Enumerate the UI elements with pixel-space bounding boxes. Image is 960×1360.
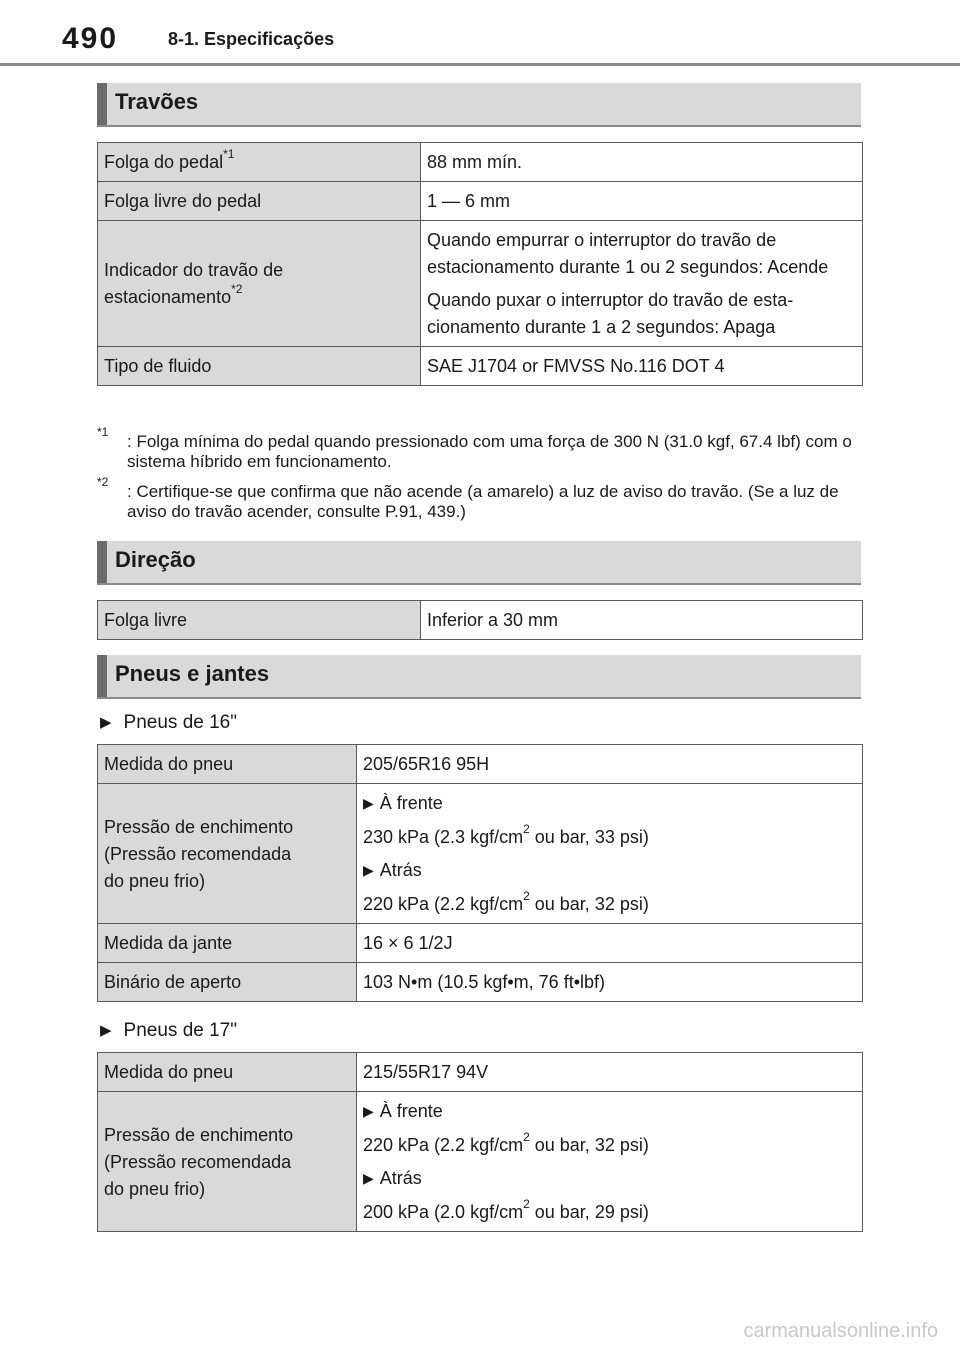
spec-value-paragraph: Quando puxar o interruptor do travão de esta-cionamento durante 1 a 2 segundos: Apaga bbox=[427, 290, 794, 337]
spec-key: Binário de aperto bbox=[98, 963, 357, 1002]
spec-value: Inferior a 30 mm bbox=[421, 601, 863, 640]
footnotes bbox=[97, 425, 867, 532]
section-title: Travões bbox=[115, 89, 199, 114]
spec-value: 205/65R16 95H bbox=[357, 745, 863, 784]
rear-label: Atrás bbox=[379, 860, 422, 880]
chapter-title: 8-1. Especificações bbox=[168, 29, 335, 49]
spec-value bbox=[357, 1092, 863, 1232]
rear-pressure: 200 kPa (2.0 kgf/cm bbox=[363, 1202, 524, 1222]
superscript: 2 bbox=[523, 889, 530, 903]
spec-key: Medida do pneu bbox=[98, 745, 357, 784]
spec-value: 215/55R17 94V bbox=[357, 1053, 863, 1092]
subheading-17 bbox=[100, 1020, 237, 1042]
superscript: 2 bbox=[523, 1197, 530, 1211]
triangle-right-icon: ▶ bbox=[363, 1170, 374, 1186]
spec-value bbox=[357, 784, 863, 924]
table-row bbox=[98, 745, 863, 784]
triangle-right-icon: ▶ bbox=[363, 795, 374, 811]
footnote-ref: *2 bbox=[231, 282, 243, 296]
section-bar bbox=[97, 83, 107, 125]
spec-key-text: (Pressão recomendada bbox=[104, 1151, 292, 1172]
spec-key-text: (Pressão recomendada bbox=[104, 843, 292, 864]
front-pressure: 230 kPa (2.3 kgf/cm bbox=[363, 827, 524, 847]
tires-17-table bbox=[97, 1052, 863, 1232]
spec-key-text: estacionamento bbox=[104, 287, 232, 307]
spec-value: 1 — 6 mm bbox=[421, 182, 863, 221]
rear-pressure-tail: ou bar, 32 psi) bbox=[529, 894, 649, 914]
steering-table bbox=[97, 600, 863, 640]
spec-key bbox=[98, 784, 357, 924]
table-row bbox=[98, 601, 863, 640]
section-bar bbox=[97, 655, 107, 697]
watermark: carmanualsonline.info bbox=[743, 1320, 938, 1342]
front-pressure-tail: ou bar, 32 psi) bbox=[529, 1135, 649, 1155]
spec-value: 16 × 6 1/2J bbox=[357, 924, 863, 963]
table-row bbox=[98, 347, 863, 386]
triangle-right-icon: ▶ bbox=[100, 714, 112, 731]
table-row bbox=[98, 221, 863, 347]
page-number: 490 bbox=[62, 22, 119, 55]
table-row bbox=[98, 143, 863, 182]
table-row bbox=[98, 963, 863, 1002]
table-row bbox=[98, 784, 863, 924]
spec-key: Medida do pneu bbox=[98, 1053, 357, 1092]
triangle-right-icon: ▶ bbox=[100, 1022, 112, 1039]
table-row bbox=[98, 1092, 863, 1232]
subheading-16 bbox=[100, 712, 237, 734]
triangle-right-icon: ▶ bbox=[363, 1103, 374, 1119]
header-rule bbox=[0, 63, 960, 66]
rear-pressure: 220 kPa (2.2 kgf/cm bbox=[363, 894, 524, 914]
spec-key bbox=[98, 143, 421, 182]
rear-pressure-tail: ou bar, 29 psi) bbox=[529, 1202, 649, 1222]
section-heading-brakes bbox=[97, 83, 861, 127]
table-row bbox=[98, 924, 863, 963]
spec-key bbox=[98, 221, 421, 347]
footnote-text: : Certifique-se que confirma que não acende (a amarelo) a luz de aviso do travão. (Se a luz de aviso do travão acender, consulte P.91, 439.) bbox=[127, 482, 839, 521]
spec-value: 103 N•m (10.5 kgf•m, 76 ft•lbf) bbox=[357, 963, 863, 1002]
section-heading-tires bbox=[97, 655, 861, 699]
spec-key-text: Pressão de enchimento bbox=[104, 1124, 294, 1145]
front-label: À frente bbox=[379, 1101, 443, 1121]
spec-key: Tipo de fluido bbox=[98, 347, 421, 386]
rear-label: Atrás bbox=[379, 1168, 422, 1188]
section-heading-steering bbox=[97, 541, 861, 585]
tires-16-table bbox=[97, 744, 863, 1002]
triangle-right-icon: ▶ bbox=[363, 862, 374, 878]
table-row bbox=[98, 182, 863, 221]
front-pressure: 220 kPa (2.2 kgf/cm bbox=[363, 1135, 524, 1155]
section-title: Pneus e jantes bbox=[115, 661, 270, 686]
table-row bbox=[98, 1053, 863, 1092]
superscript: 2 bbox=[523, 1130, 530, 1144]
subheading-text: Pneus de 17" bbox=[123, 1020, 237, 1041]
spec-key: Folga livre do pedal bbox=[98, 182, 421, 221]
spec-value: 88 mm mín. bbox=[421, 143, 863, 182]
spec-key: Folga livre bbox=[98, 601, 421, 640]
front-label: À frente bbox=[379, 793, 443, 813]
footnote-text: : Folga mínima do pedal quando pressionado com uma força de 300 N (31.0 kgf, 67.4 lbf) com o sistema híbrido em funcionamento. bbox=[127, 432, 852, 471]
subheading-text: Pneus de 16" bbox=[123, 712, 237, 733]
spec-key-text: do pneu frio) bbox=[104, 1178, 206, 1199]
spec-key-text: Folga do pedal bbox=[104, 152, 224, 172]
superscript: 2 bbox=[523, 822, 530, 836]
front-pressure-tail: ou bar, 33 psi) bbox=[529, 827, 649, 847]
footnote: *2 : Certifique-se que confirma que não acende (a amarelo) a luz de aviso do travão. (Se a luz de aviso do travão acender, consulte P.91, 439.) bbox=[97, 475, 839, 521]
section-bar bbox=[97, 541, 107, 583]
page-header bbox=[0, 0, 960, 66]
footnote-ref: *1 bbox=[223, 147, 235, 161]
spec-value: SAE J1704 or FMVSS No.116 DOT 4 bbox=[421, 347, 863, 386]
spec-key: Medida da jante bbox=[98, 924, 357, 963]
section-title: Direção bbox=[115, 547, 196, 572]
spec-value-paragraph: Quando empurrar o interruptor do travão de estacionamento durante 1 ou 2 segundos: Acende bbox=[427, 230, 829, 277]
footnote: *1 : Folga mínima do pedal quando pressionado com uma força de 300 N (31.0 kgf, 67.4 lbf) com o sistema híbrido em funcionamento. bbox=[97, 425, 852, 471]
spec-key bbox=[98, 1092, 357, 1232]
brakes-table bbox=[97, 142, 863, 386]
spec-key-text: do pneu frio) bbox=[104, 870, 206, 891]
spec-key-text: Pressão de enchimento bbox=[104, 816, 294, 837]
spec-value bbox=[421, 221, 863, 347]
spec-key-text: Indicador do travão de bbox=[104, 260, 284, 280]
